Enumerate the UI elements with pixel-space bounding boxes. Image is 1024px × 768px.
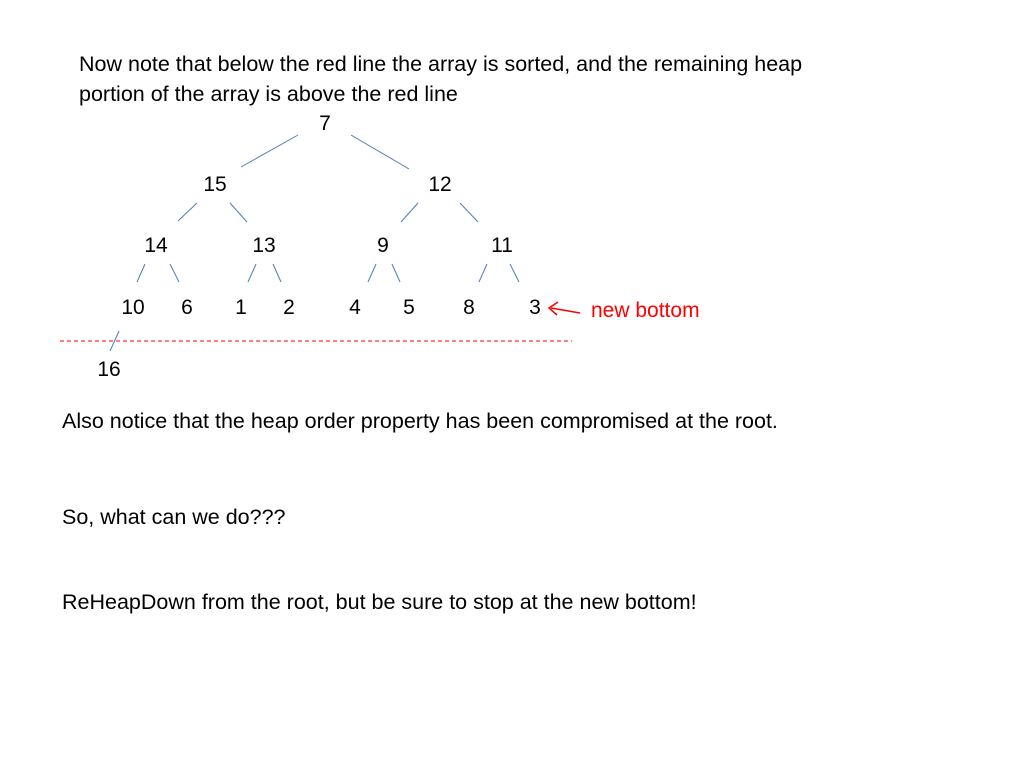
node-l2-1: 13: [252, 234, 276, 257]
node-root: 7: [319, 112, 331, 135]
node-sorted-0: 16: [97, 358, 121, 381]
edge-12-9: [401, 203, 418, 222]
node-l3-3: 2: [283, 296, 295, 319]
node-l3-5: 5: [403, 296, 415, 319]
intro-line-2: portion of the array is above the red line: [79, 82, 458, 106]
edge-15-13: [230, 203, 247, 222]
paragraph-heap-order: Also notice that the heap order property has been compromised at the root.: [62, 409, 778, 433]
edge-10-16: [110, 331, 119, 351]
node-l3-6: 8: [463, 296, 475, 319]
edge-14-6: [170, 264, 179, 282]
edge-9-5: [392, 264, 400, 282]
paragraph-question: So, what can we do???: [62, 505, 286, 529]
node-l2-2: 9: [377, 234, 389, 257]
edge-13-1: [248, 264, 256, 282]
edge-11-8: [479, 264, 487, 282]
new-bottom-arrowhead-icon: [549, 302, 558, 315]
intro-line-1: Now note that below the red line the array is sorted, and the remaining heap: [79, 52, 803, 76]
edge-9-4: [368, 264, 376, 282]
node-l3-4: 4: [349, 296, 361, 319]
new-bottom-arrow-shaft: [551, 308, 580, 313]
paragraph-reheapdown: ReHeapDown from the root, but be sure to stop at the new bottom!: [62, 590, 697, 614]
edge-13-2: [273, 264, 281, 282]
edge-15-14: [178, 203, 197, 221]
node-l3-2: 1: [235, 296, 247, 319]
edge-11-3: [510, 264, 519, 282]
node-l2-3: 11: [491, 234, 513, 257]
edge-7-12: [351, 135, 409, 169]
edge-7-15: [241, 135, 298, 167]
node-l2-0: 14: [144, 234, 168, 257]
edge-14-10: [137, 264, 145, 282]
node-l3-1: 6: [181, 296, 193, 319]
node-l1-1: 12: [428, 173, 452, 196]
node-l3-7: 3: [529, 296, 541, 319]
node-l1-0: 15: [203, 173, 227, 196]
node-l3-0: 10: [121, 296, 145, 319]
intro-text: [79, 49, 909, 109]
new-bottom-label: new bottom: [591, 299, 700, 322]
edge-12-11: [460, 203, 478, 222]
